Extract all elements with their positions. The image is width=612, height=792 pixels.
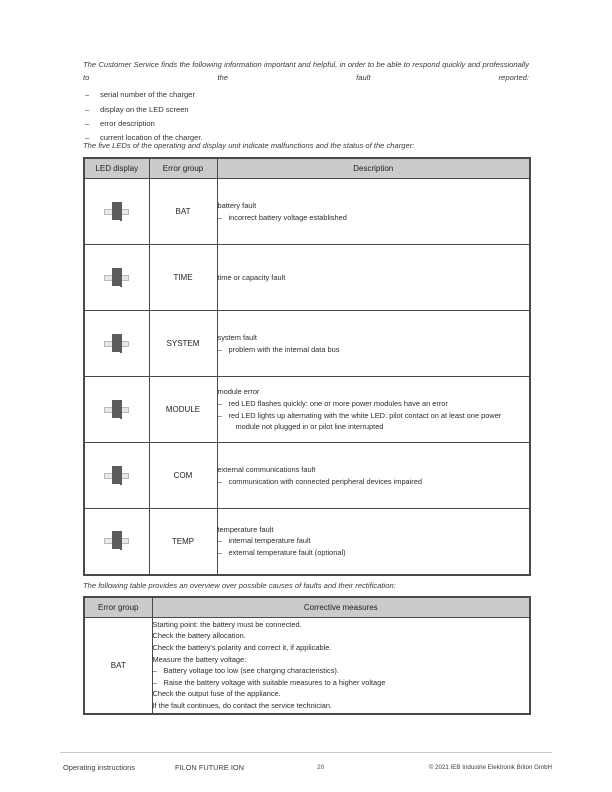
dash-marker: – bbox=[217, 476, 222, 486]
description-sub-label: red LED lights up alternating with the white LED: pilot contact on at least one power bbox=[228, 410, 502, 420]
footer-page-number: 20 bbox=[317, 764, 325, 771]
column-header-error-group: Error group bbox=[149, 158, 217, 179]
footer-divider bbox=[60, 752, 552, 753]
description-sub-label: problem with the internal data bus bbox=[228, 344, 340, 354]
error-group-cell: TIME bbox=[149, 245, 217, 311]
led-display-table bbox=[83, 157, 531, 576]
list-item-label: error description bbox=[100, 119, 155, 128]
table-header-row bbox=[84, 597, 530, 618]
dash-marker: – bbox=[85, 133, 90, 143]
dash-marker: – bbox=[217, 536, 222, 546]
led-strip-icon bbox=[104, 209, 129, 215]
dash-marker: – bbox=[152, 666, 157, 676]
measure-line-sub bbox=[153, 677, 530, 689]
dash-marker: – bbox=[217, 398, 222, 408]
table-row bbox=[84, 311, 530, 377]
description-sub bbox=[218, 476, 530, 488]
led-strip-icon bbox=[104, 538, 129, 544]
corrective-measures-cell bbox=[152, 618, 530, 714]
column-header-led-display: LED display bbox=[84, 158, 149, 179]
measure-line: Starting point: the battery must be connected. bbox=[152, 619, 302, 629]
intro-bullet-list bbox=[83, 88, 529, 145]
footer-document-type: Operating instructions bbox=[63, 763, 135, 772]
column-header-error-group: Error group bbox=[84, 597, 152, 618]
dash-marker: – bbox=[85, 104, 90, 114]
dash-marker: – bbox=[217, 212, 222, 222]
error-group-cell: TEMP bbox=[149, 509, 217, 575]
led-segment-flashing bbox=[120, 400, 122, 419]
led-display-cell bbox=[84, 245, 149, 311]
error-group-cell: COM bbox=[149, 443, 217, 509]
description-sub-label: external temperature fault (optional) bbox=[228, 548, 346, 558]
led-segment bbox=[120, 334, 122, 353]
intro-block bbox=[83, 58, 529, 146]
table-row bbox=[84, 245, 530, 311]
description-sub bbox=[218, 398, 530, 410]
description-continuation: module not plugged in or pilot line interrupted bbox=[235, 422, 384, 432]
dash-marker: – bbox=[85, 119, 90, 128]
description-title: system fault bbox=[217, 332, 257, 342]
measure-line-sub bbox=[153, 665, 530, 677]
footer-product-name: FILON FUTURE ION bbox=[175, 763, 244, 772]
description-sub-label: internal temperature fault bbox=[228, 536, 311, 546]
led-segment bbox=[120, 466, 122, 485]
led-display-cell bbox=[84, 179, 149, 245]
led-display-cell bbox=[84, 311, 149, 377]
list-item-label: serial number of the charger bbox=[100, 90, 195, 100]
description-sub bbox=[218, 547, 530, 559]
list-item bbox=[83, 88, 529, 102]
description-cell bbox=[217, 377, 530, 443]
led-strip-icon bbox=[104, 341, 129, 347]
table-row bbox=[84, 377, 530, 443]
led-strip-icon bbox=[104, 473, 129, 479]
measure-line: Check the output fuse of the appliance. bbox=[152, 689, 281, 699]
error-group-cell: BAT bbox=[149, 179, 217, 245]
list-item bbox=[83, 103, 529, 117]
table-row bbox=[84, 618, 530, 714]
description-sub bbox=[218, 535, 530, 547]
description-title: time or capacity fault bbox=[217, 272, 286, 282]
description-cell bbox=[217, 179, 530, 245]
column-header-description: Description bbox=[217, 158, 530, 179]
description-cell bbox=[217, 311, 530, 377]
led-strip-icon bbox=[104, 407, 129, 413]
description-cell bbox=[217, 245, 530, 311]
led-segment bbox=[120, 268, 122, 287]
footer-copyright: © 2021 IEB Industrie Elektronik Brilon GmbH bbox=[428, 764, 552, 771]
led-segment bbox=[120, 531, 122, 550]
dash-marker: – bbox=[152, 677, 157, 687]
led-strip-icon bbox=[104, 275, 129, 281]
description-title: module error bbox=[217, 387, 260, 397]
description-sub-label: communication with connected peripheral devices impaired bbox=[228, 476, 422, 486]
error-group-cell: SYSTEM bbox=[149, 311, 217, 377]
led-display-cell bbox=[84, 377, 149, 443]
led-display-cell bbox=[84, 443, 149, 509]
measure-line: If the fault continues, do contact the service technician. bbox=[152, 701, 333, 711]
led-display-cell bbox=[84, 509, 149, 575]
led-segment bbox=[120, 202, 122, 221]
description-sub bbox=[218, 344, 530, 356]
measure-line: Check the battery allocation. bbox=[152, 631, 246, 641]
dash-marker: – bbox=[217, 344, 222, 354]
description-sub-label: red LED flashes quickly: one or more power modules have an error bbox=[228, 398, 448, 408]
description-title: external communications fault bbox=[217, 464, 316, 474]
list-item-label: current location of the charger. bbox=[100, 133, 203, 143]
measure-line: Measure the battery voltage: bbox=[152, 654, 247, 664]
dash-marker: – bbox=[85, 90, 90, 100]
corrective-table-caption: The following table provides an overview over possible causes of faults and their rectification: bbox=[83, 581, 396, 590]
column-header-corrective-measures: Corrective measures bbox=[152, 597, 530, 618]
description-sub-label: incorrect battery voltage established bbox=[228, 212, 347, 222]
intro-paragraph: The Customer Service finds the following information important and helpful, in order to be able to respond quickly and professionally to the fault reported: bbox=[83, 60, 529, 83]
description-cell bbox=[217, 443, 530, 509]
description-sub bbox=[218, 410, 530, 422]
description-title: temperature fault bbox=[217, 524, 274, 534]
page-footer bbox=[60, 763, 552, 779]
table-header-row bbox=[84, 158, 530, 179]
table-row bbox=[84, 443, 530, 509]
measure-line: Check the battery's polarity and correct it, if applicable. bbox=[152, 643, 332, 653]
list-item-label: display on the LED screen bbox=[100, 104, 189, 114]
error-group-cell: MODULE bbox=[149, 377, 217, 443]
corrective-measures-table bbox=[83, 596, 531, 715]
list-item bbox=[83, 117, 529, 131]
measure-sub-label: Battery voltage too low (see charging characteristics). bbox=[163, 666, 339, 676]
dash-marker: – bbox=[217, 548, 222, 558]
description-cell bbox=[217, 509, 530, 575]
dash-marker: – bbox=[217, 410, 222, 420]
description-title: battery fault bbox=[217, 200, 257, 210]
error-group-cell: BAT bbox=[84, 618, 152, 714]
led-table-caption: The five LEDs of the operating and display unit indicate malfunctions and the status of the charger: bbox=[83, 141, 415, 150]
table-row bbox=[84, 179, 530, 245]
measure-sub-label: Raise the battery voltage with suitable measures to a higher voltage bbox=[163, 677, 386, 687]
description-sub bbox=[218, 212, 530, 224]
table-row bbox=[84, 509, 530, 575]
